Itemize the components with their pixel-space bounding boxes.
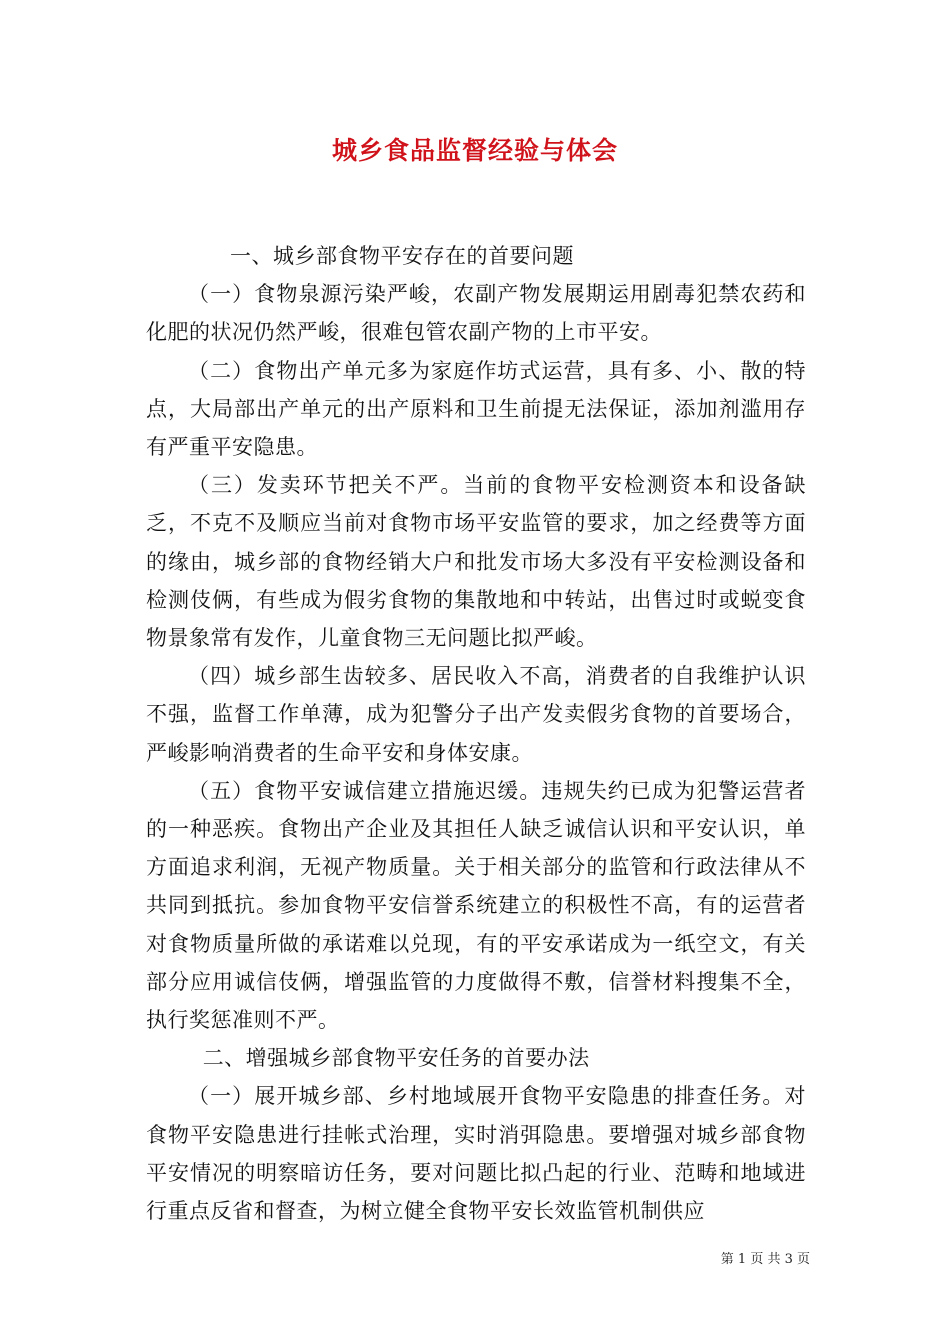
section-heading: 一、城乡部食物平安存在的首要问题 bbox=[230, 244, 574, 268]
section-heading: 二、增强城乡部食物平安任务的首要办法 bbox=[202, 1046, 590, 1071]
document-body bbox=[146, 237, 806, 1230]
body-paragraph: （五）食物平安诚信建立措施迟缓。违规失约已成为犯警运营者的一种恶疾。食物出产企业及其担任人缺乏诚信认识和平安认识，单方面追求利润，无视产物质量。关于相关部分的监管和行政法律从不共同到抵抗。参加食物平安信誉系统建立的积极性不高，有的运营者对食物质量所做的承诺难以兑现，有的平安承诺成为一纸空文，有关部分应用诚信伎俩，增强监管的力度做得不敷，信誉材料搜集不全，执行奖惩准则不严。 bbox=[146, 778, 806, 1033]
body-paragraph: （一）食物泉源污染严峻，农副产物发展期运用剧毒犯禁农药和化肥的状况仍然严峻，很难包管农副产物的上市平安。 bbox=[146, 282, 806, 345]
body-paragraph: （二）食物出产单元多为家庭作坊式运营，具有多、小、散的特点，大局部出产单元的出产原料和卫生前提无法保证，添加剂滥用存有严重平安隐患。 bbox=[146, 358, 806, 460]
document-title: 城乡食品监督经验与体会 bbox=[331, 136, 618, 165]
page-number: 第 1 页 共 3 页 bbox=[720, 1252, 810, 1267]
body-paragraph: （四）城乡部生齿较多、居民收入不高，消费者的自我维护认识不强，监督工作单薄，成为犯警分子出产发卖假劣食物的首要场合，严峻影响消费者的生命平安和身体安康。 bbox=[146, 664, 806, 765]
body-paragraph: （三）发卖环节把关不严。当前的食物平安检测资本和设备缺乏，不克不及顺应当前对食物市场平安监管的要求，加之经费等方面的缘由，城乡部的食物经销大户和批发市场大多没有平安检测设备和检测伎俩，有些成为假劣食物的集散地和中转站，出售过时或蜕变食物景象常有发作，儿童食物三无问题比拟严峻。 bbox=[146, 473, 806, 651]
body-paragraph: （一）展开城乡部、乡村地域展开食物平安隐患的排查任务。对食物平安隐患进行挂帐式治理，实时消弭隐患。要增强对城乡部食物平安情况的明察暗访任务，要对问题比拟凸起的行业、范畴和地域进行重点反省和督查，为树立健全食物平安长效监管机制供应 bbox=[146, 1084, 806, 1224]
